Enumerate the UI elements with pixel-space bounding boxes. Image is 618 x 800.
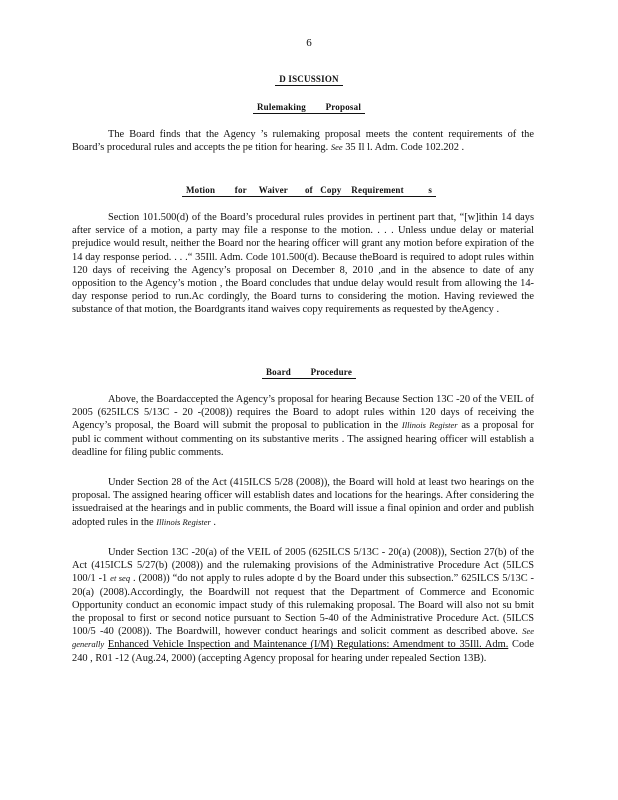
para5-text-a: Under Section 13C -20(a) of the VEIL of 2005 (625ILCS 5/13C - 20(a) (2008)), Section 27(b) of the Act (415ICLS 5/27(b) (2008)) and the rulemaking provisions of the Administrative Procedure Act (5ILCS 100/1 -1 (72, 547, 534, 585)
paragraph-hearings (72, 476, 534, 529)
heading-discussion-text: D ISCUSSION (275, 74, 342, 86)
para1-text: The Board finds that the Agency ’s rulemaking proposal meets the content requirements of the Board’s procedural rules and accepts the pe tition for hearing. (72, 129, 534, 154)
para5-et-seq: et seq (110, 573, 131, 584)
para4-text: Under Section 28 of the Act (415ILCS 5/28 (2008)), the Board will hold at least two hearings on the proposal. The assigned hearing officer will establish dates and locations for the hearings. After considering the issuedraised at the hearings and in public comments, the Board will issue a final opinion and order and publish adopted rules in the (72, 477, 534, 528)
section-heading-discussion (0, 74, 618, 86)
subheading-board-procedure (0, 367, 618, 379)
heading-procedure-text: Board Procedure (262, 367, 356, 379)
para2-text: Section 101.500(d) of the Board’s procedural rules provides in pertinent part that, “[w]ithin 14 days after service of a motion, a party may file a response to the motion. . . . Unless undue delay or material prejudice would result, neither the Board nor the hearing officer will grant any motion before expiration of the 14 day response period. . . .“ 35Ill. Adm. Code 101.500(d). Because theBoard is required to adopt rules within 120 days of receiving the Agency’s proposal on December 8, 2010 ,and in the absence to date of any opposition to the Agency’s motion , the Board concludes that undue delay would result from allowing the 14-day response period to run.Ac cordingly, the Board turns to considering the motion. Having reviewed the substance of that motion, the Boardgrants itand waives copy requirements as requested by theAgency . (72, 212, 534, 316)
paragraph-rulemaking-provisions (72, 546, 534, 665)
para5-see-generally: See generally (72, 626, 534, 650)
para4-illinois-register: Illinois Register (156, 516, 211, 527)
para1-citation-signal: See (330, 142, 343, 153)
paragraph-motion-waiver (72, 211, 534, 317)
subheading-motion-waiver (0, 185, 618, 197)
subheading-rulemaking-proposal (0, 102, 618, 114)
para5-text-b: . (2008)) “do not apply to rules adopte d by the Board under this subsection.” 625ILCS 5/13C - 20(a) (2008).Accordingly, the Boardwill not request that the Department of Commerce and Economic Opportunity conduct an economic impact study of this rulemaking proposal. The Board will also not su bmit the proposal to first or second notice pursuant to Section 5-40 of the Administrative Procedure Act. (5ILCS 100/5 -40 (2008)). The Boardwill, however conduct hearings and solicit comment as described above. (72, 573, 534, 638)
paragraph-board-accepts-petition (72, 128, 534, 154)
para1-citation: 35 Il l. Adm. Code 102.202 . (342, 142, 465, 154)
para3-text-b: as a proposal for publ ic comment without commenting on its substantive merits . The assigned hearing officer will establish a deadline for filing public comments. (72, 420, 534, 458)
para5-text-c: Code 240 , R01 -12 (Aug.24, 2000) (accepting Agency proposal for hearing under repealed Section 13B). (72, 639, 534, 664)
heading-rulemaking-text: Rulemaking Proposal (253, 102, 365, 114)
para3-text-a: Above, the Boardaccepted the Agency’s proposal for hearing Because Section 13C -20 of the VEIL of 2005 (625ILCS 5/13C - 20 -(2008)) requires the Board to adopt rules within 120 days of receiving the Agency’s proposal, the Board will submit the proposal to publication in the (72, 394, 534, 432)
para4-tail: . (210, 516, 217, 528)
para3-illinois-register: Illinois Register (401, 420, 458, 431)
heading-motion-text: Motion for Waiver of Copy Requirement s (182, 185, 436, 197)
paragraph-board-procedure (72, 393, 534, 459)
page-number: 6 (306, 37, 312, 49)
para5-case-title: Enhanced Vehicle Inspection and Maintenance (I/M) Regulations: Amendment to 35Ill. Adm. (107, 639, 509, 651)
